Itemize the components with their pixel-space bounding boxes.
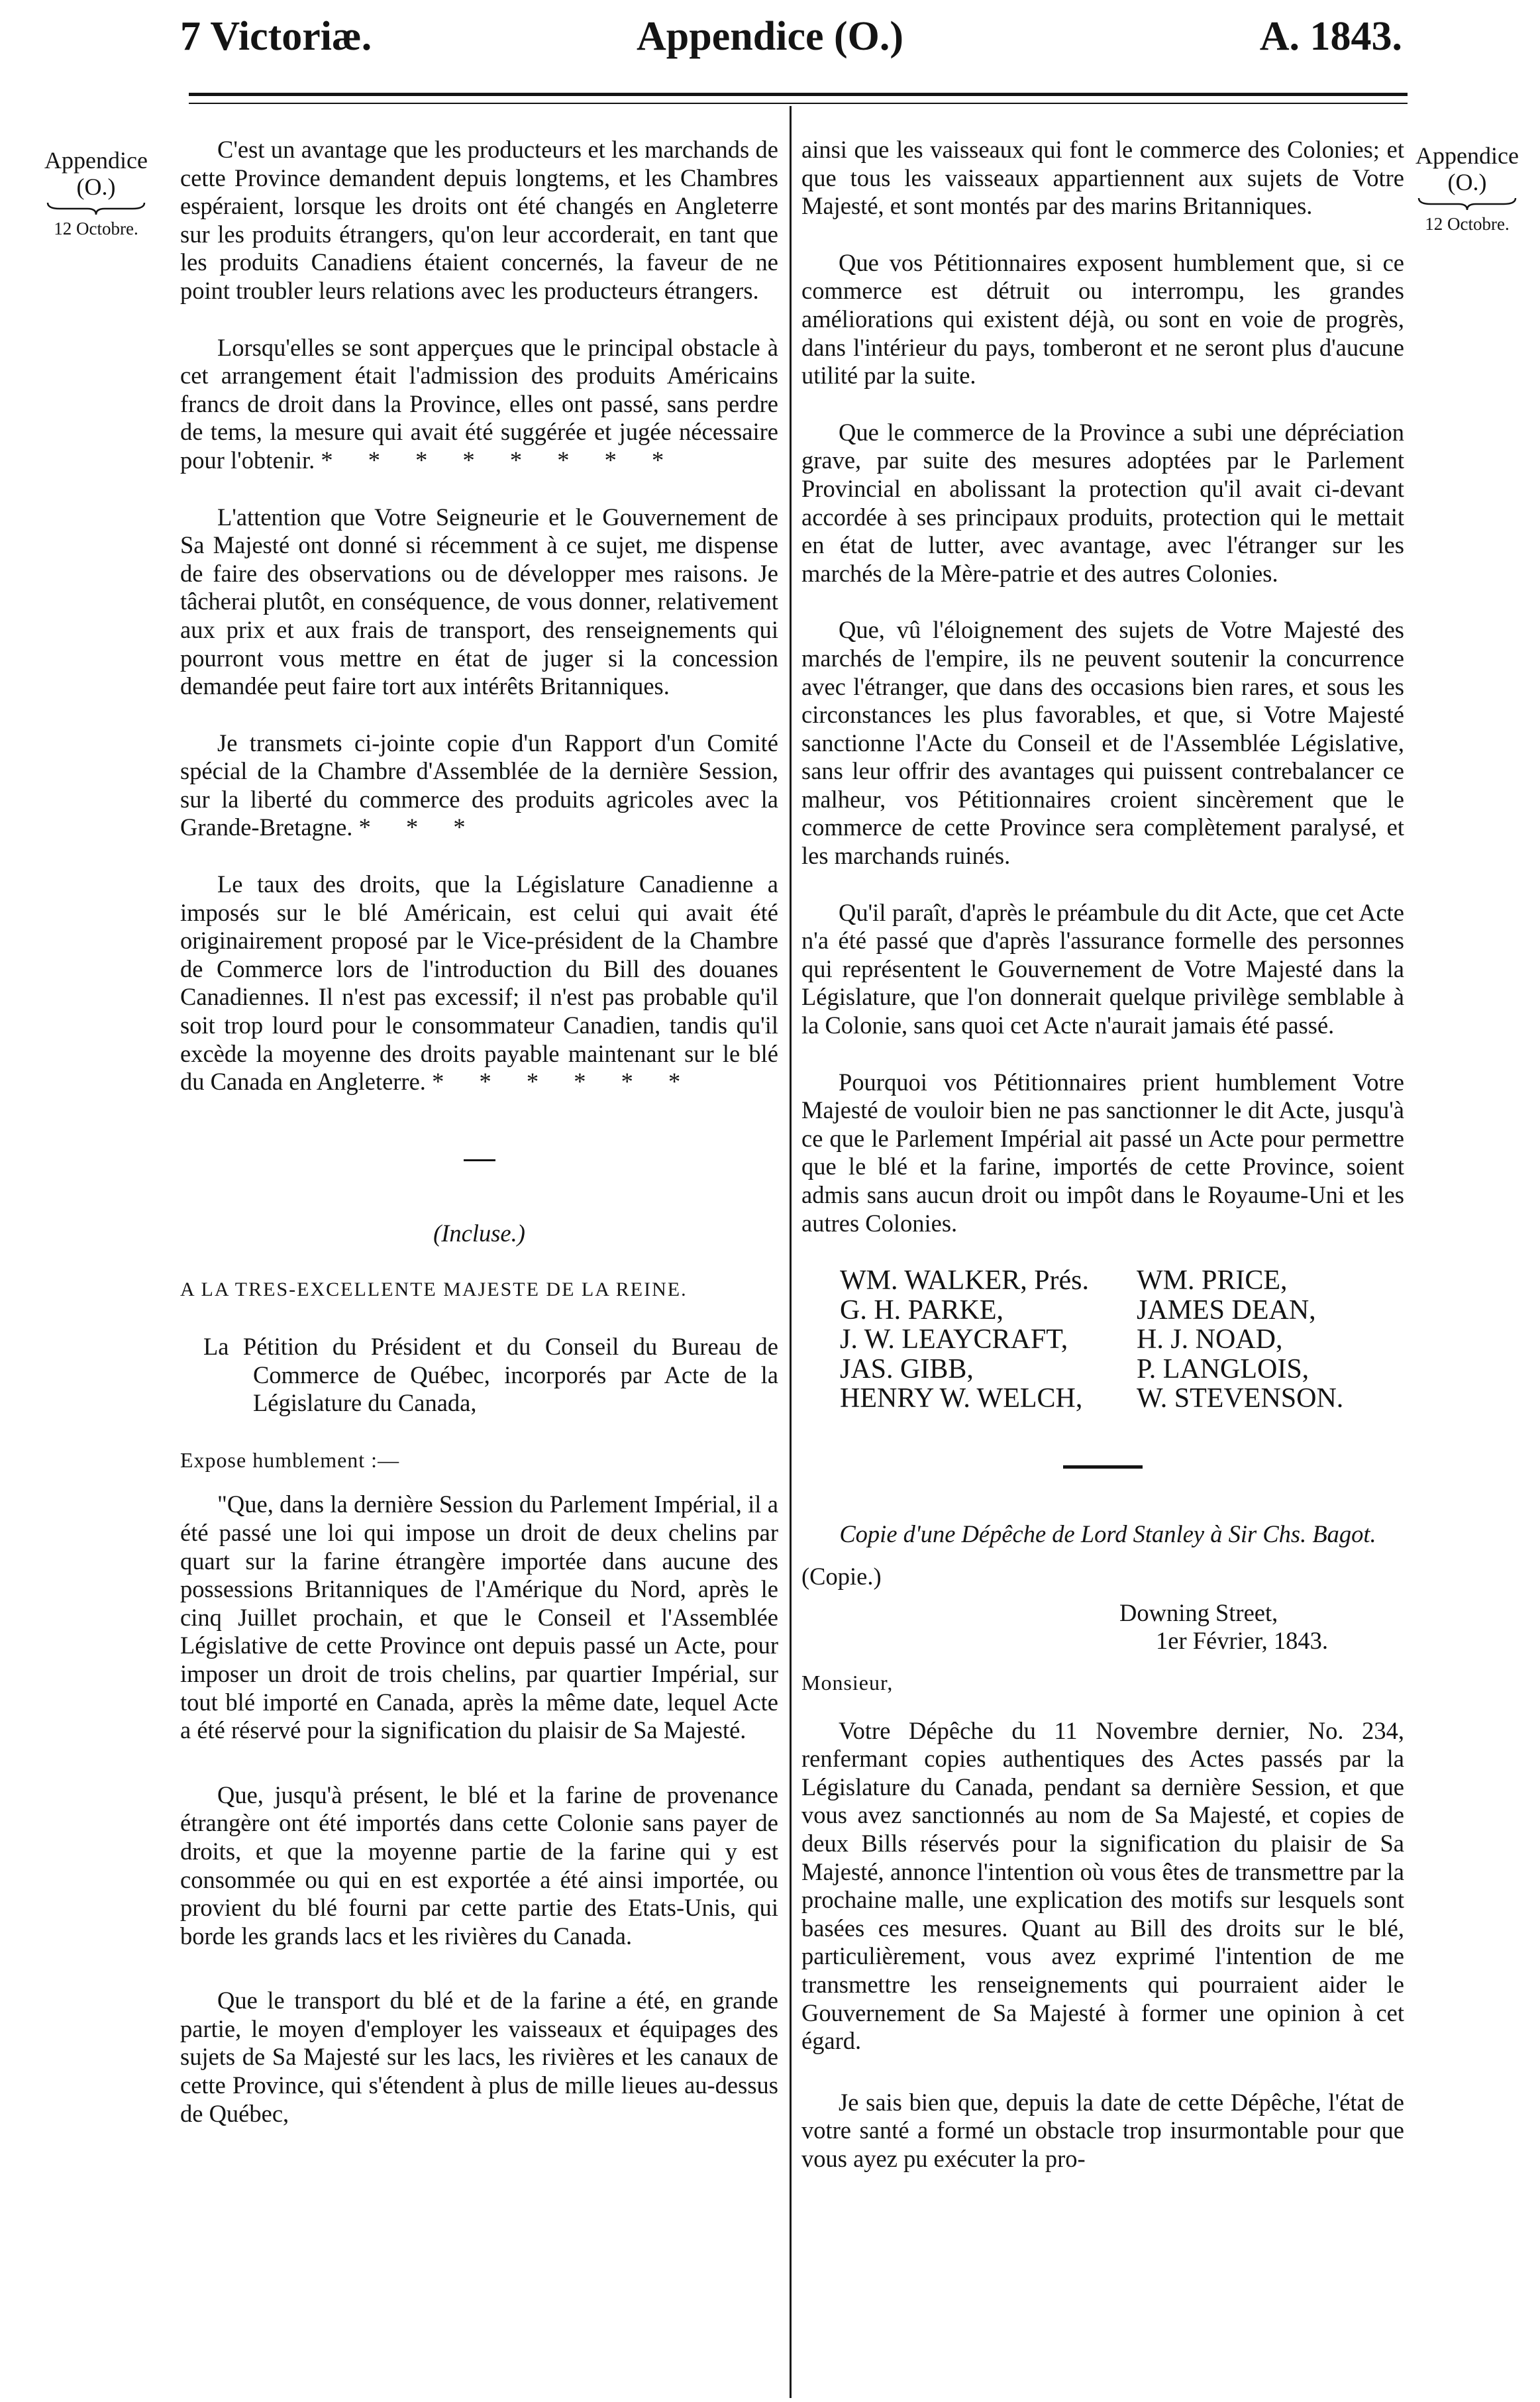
ellipsis-stars: * * * * * * * * (321, 446, 679, 474)
signatory: H. J. NOAD, (1137, 1324, 1283, 1355)
signatory: P. LANGLOIS, (1137, 1353, 1309, 1384)
petition-intro: La Pétition du Président et du Conseil du Bureau de Commerce de Québec, incorporés par Acte de la Législature du Canada, (203, 1333, 778, 1417)
paragraph: Qu'il paraît, d'après le préambule du dit Acte, que cet Acte n'a été passé que d'après l'assurance formelle des personnes qui représentent le Gouvernement de Votre Majesté dans la Législature, que l'on donnerait quelque privilège semblable à la Colonie, sans quoi cet Acte n'aurait jamais été passé. (801, 898, 1404, 1039)
paragraph-text: Lorsqu'elles se sont apperçues que le principal obstacle à cet arrangement était l'admission des produits Américains francs de droit dans la Province, elles ont passé, sans perdre de tems, la mesure qui avait été suggérée et jugée nécessaire pour l'obtenir. (180, 333, 778, 474)
petition-address: A LA TRES-EXCELLENTE MAJESTE DE LA REINE. (180, 1279, 688, 1301)
copie-label: (Copie.) (801, 1563, 882, 1591)
signatories (801, 1266, 1404, 1414)
header-rule-thin (189, 103, 1408, 104)
paragraph: Que vos Pétitionnaires exposent humblement que, si ce commerce est détruit ou interrompu, les grandes améliorations qui existent déjà, ou sont en voie de progrès, dans l'intérieur du pays, tomberont et ne seront plus d'aucune utilité par la suite. (801, 248, 1404, 390)
paragraph: L'attention que Votre Seigneurie et le Gouvernement de Sa Majesté ont donné si récemment à ce sujet, me dispense de faire des observations ou de développer mes raisons. Je tâcherai plutôt, en conséquence, de vous donner, relativement aux prix et aux frais de transport, des renseignements qui pourront vous mettre en état de juger si la concession demandée peut faire tort aux intérêts Britanniques. (180, 503, 778, 700)
paragraph (180, 870, 778, 1096)
right-column (801, 136, 1404, 2173)
header-year: A. 1843. (1259, 14, 1402, 59)
dispatch-heading: Copie d'une Dépêche de Lord Stanley à Sir Chs. Bagot. (839, 1520, 1376, 1547)
signatory: G. H. PARKE, (840, 1294, 1003, 1326)
header-rule-thick (189, 93, 1408, 96)
paragraph-text: Le taux des droits, que la Législature Canadienne a imposés sur le blé Américain, est celui qui avait été originairement proposé par le Vice-président de la Chambre de Commerce lors de l'introduction du Bill des douanes Canadiennes. Il n'est pas excessif; il n'est pas probable qu'il soit trop lourd pour le consommateur Canadien, tandis qu'il excède la moyenne des droits payable maintenant sur le blé du Canada en Angleterre. (180, 870, 778, 1096)
signatory: WM. WALKER, Prés. (840, 1265, 1090, 1296)
paragraph: Que, vû l'éloignement des sujets de Votre Majesté des marchés de l'empire, ils ne peuvent soutenir la concurrence avec l'étranger, que dans des occasions bien rares, et sous les circonstances les plus favorables, et que, si Votre Majesté sanctionne l'Acte du Conseil et de l'Assemblée Législative, sans leur offrir des avantages qui puissent contrebalancer ce malheur, vos Pétitionnaires croient sincèrement que le commerce de cette Province sera complètement paralysé, et les marchands ruinés. (801, 616, 1404, 870)
inclusion-heading: (Incluse.) (433, 1219, 525, 1247)
paragraph: ainsi que les vaisseaux qui font le commerce des Colonies; et que tous les vaisseaux appartiennent aux sujets de Votre Majesté, et sont montés par des marins Britanniques. (801, 136, 1404, 220)
paragraph: Que le commerce de la Province a subi une dépréciation grave, par suite des mesures adoptées par le Parlement Provincial en abolissant la protection qu'il avait ci-devant accordée à ses principaux produits, protection qui le mettait en état de lutter, avec avantage, avec l'étranger sur les marchés de la Mère-patrie et des autres Colonies. (801, 418, 1404, 587)
left-column (180, 136, 778, 2128)
paragraph: Je sais bien que, depuis la date de cette Dépêche, l'état de votre santé a formé un obstacle trop insurmontable pour que vous ayez pu exécuter la pro- (801, 2088, 1404, 2172)
signatory: JAS. GIBB, (840, 1353, 974, 1384)
signatory: WM. PRICE, (1137, 1265, 1288, 1296)
brace-icon (46, 201, 146, 216)
margin-note-code: (O.) (1447, 169, 1487, 195)
column-divider (790, 106, 792, 2398)
brace-icon (1417, 197, 1517, 211)
dispatch-address: Downing Street, (1119, 1598, 1278, 1626)
paragraph: Pourquoi vos Pétitionnaires prient humblement Votre Majesté de vouloir bien ne pas sanctionner le dit Acte, jusqu'à ce que le Parlement Impérial ait passé un Acte pour permettre que le blé et la farine, importés de cette Province, soient admis sans aucun droit ou impôt dans le Royaume-Uni et les autres Colonies. (801, 1068, 1404, 1237)
margin-note-code: (O.) (76, 174, 116, 200)
signatory: JAMES DEAN, (1137, 1294, 1316, 1326)
margin-note-right (1394, 142, 1540, 234)
expose-heading: Expose humblement :— (180, 1447, 400, 1472)
paragraph: "Que, dans la dernière Session du Parlement Impérial, il a été passé une loi qui impose un droit de deux chelins par quart sur la farine étrangère importée dans aucune des possessions Britanniques de l'Amérique du Nord, après le cinq Juillet prochain, et que le Conseil et l'Assemblée Législative de cette Province ont depuis passé un Acte, pour imposer un droit de trois chelins, par quartier Impérial, sur tout blé importé en Canada, après la même date, lequel Acte a été réservé pour la signification du plaisir de Sa Majesté. (180, 1490, 778, 1744)
signatory: W. STEVENSON. (1137, 1383, 1344, 1414)
paragraph (180, 334, 778, 475)
signatory: J. W. LEAYCRAFT, (840, 1324, 1068, 1355)
header-regnal-year: 7 Victoriæ. (180, 14, 372, 59)
paragraph: Que, jusqu'à présent, le blé et la farine de provenance étrangère ont été importés dans cette Colonie sans payer de droits, et que la moyenne partie de la farine qui y est consommée ou qui en est exportée a été ainsi importée, ou provient du blé fourni par cette partie des Etats-Unis, qui borde les grands lacs et les rivières du Canada. (180, 1781, 778, 1950)
margin-note-left (23, 147, 169, 238)
paragraph: Que le transport du blé et de la farine a été, en grande partie, le moyen d'employer les vaisseaux et équipages des sujets de Sa Majesté sur les lacs, les rivières et les canaux de cette Province, qui s'étendent à plus de mille lieues au-dessus de Québec, (180, 1987, 778, 2127)
paragraph: Votre Dépêche du 11 Novembre dernier, No. 234, renfermant copies authentiques des Actes passés par la Législature du Canada, pendant sa dernière Session, et que vous avez sanctionnés au nom de Sa Majesté, et copies de deux Bills réservés pour la signification du plaisir de Sa Majesté, annonce l'intention où vous êtes de transmettre par la prochaine malle, une explication des motifs sur lesquels sont basées ces mesures. Quant au Bill des droits sur le blé, particulièrement, vous avez exprimé l'intention de me transmettre les renseignements qui pourraient aider le Gouvernement de Sa Majesté à former une opinion à cet égard. (801, 1716, 1404, 2055)
salutation: Monsieur, (801, 1671, 894, 1695)
dispatch-date: 1er Février, 1843. (1156, 1627, 1329, 1655)
page-title: Appendice (O.) (637, 14, 903, 59)
paragraph-text: Je transmets ci-jointe copie d'un Rapport d'un Comité spécial de la Chambre d'Assemblée de la dernière Session, sur la liberté du commerce des produits agricoles avec la Grande-Bretagne. (180, 729, 778, 841)
signatory: HENRY W. WELCH, (840, 1383, 1083, 1414)
margin-note-label: Appendice (44, 147, 148, 174)
ellipsis-stars: * * * * * * (432, 1068, 695, 1096)
margin-note-label: Appendice (1415, 142, 1519, 169)
margin-note-date: 12 Octobre. (1425, 214, 1510, 234)
paragraph (180, 729, 778, 842)
paragraph: C'est un avantage que les producteurs et les marchands de cette Province demandent depuis longtems, et les Chambres espéraient, lorsque les droits ont été changés en Angleterre sur les produits étrangers, qu'on leur accorderait, en tant que les produits Canadiens étaient concernés, la faveur de ne point troubler leurs relations avec les producteurs étrangers. (180, 136, 778, 304)
margin-note-date: 12 Octobre. (54, 219, 138, 238)
ellipsis-stars: * * * (358, 813, 480, 841)
